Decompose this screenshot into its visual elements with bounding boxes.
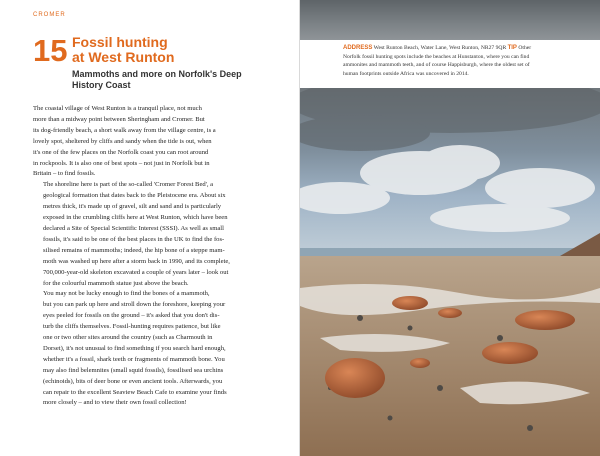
body-line: moth was washed up here after a storm back in 1990, and its complete, <box>43 257 230 265</box>
body-line: eyes peeled for fossils on the ground – it's asked that you don't dis- <box>43 312 220 320</box>
info-line: ammonites and mammoth teeth, and of course Happisburgh, where the oldest set of <box>343 62 530 69</box>
page-subtitle <box>72 69 292 91</box>
body-line: but you can park up here and stroll down the foreshore, keeping your <box>43 301 226 309</box>
body-line: turb the cliffs themselves. Fossil-hunting requires patience, but like <box>43 323 221 331</box>
body-line: may also find belemnites (small squid fossils), fossilised sea urchins <box>43 366 224 374</box>
address-label: ADDRESS <box>343 45 373 51</box>
body-line: The shoreline here is part of the so-called 'Cromer Forest Bed', a <box>43 181 214 189</box>
chapter-number: 15 <box>33 33 68 68</box>
right-page <box>300 0 600 456</box>
subtitle-line: Mammoths and more on Norfolk's Deep <box>72 69 242 79</box>
body-line: whether it's a fossil, shark teeth or fragments of mammoth bone. You <box>43 355 225 363</box>
body-line: for the colourful mammoth statue just above the beach. <box>43 279 189 287</box>
rock <box>482 342 538 364</box>
rock <box>392 296 428 310</box>
body-line: can repair to the excellent Seaview Beach Cafe to examine your finds <box>43 388 227 396</box>
rock <box>515 310 575 330</box>
beach-photo <box>300 88 600 456</box>
running-head: CROMER <box>33 12 66 18</box>
page-title <box>72 35 282 65</box>
body-line: one or two other sites around the country (such as Charmouth in <box>43 334 213 342</box>
body-line: geological formation that dates back to the Pleistocene era. About six <box>43 192 226 200</box>
body-paragraph <box>33 180 286 289</box>
photo-sky-strip <box>300 0 600 40</box>
body-line: metres thick, it's made up of gravel, silt and sand and is particularly <box>43 203 222 211</box>
body-line: 700,000-year-old skeleton excavated a couple of years later – look out <box>43 268 229 276</box>
body-line: You may not be lucky enough to find the bones of a mammoth, <box>43 290 210 298</box>
body-line: in rockpools. It is also one of best spots – not just in Norfolk but in <box>33 159 210 167</box>
rock <box>438 308 462 318</box>
subtitle-line: History Coast <box>72 80 131 90</box>
page-title-line: Fossil hunting <box>72 34 168 50</box>
body-line: more closely – and to view their own fossil collection! <box>43 399 187 407</box>
body-line: silised remains of mammoths; indeed, the hip bone of a steppe mam- <box>43 246 225 254</box>
rock <box>410 358 430 368</box>
sea <box>300 248 600 256</box>
body-line: (echinoids), bits of deer bone or even ancient tools. Afterwards, you <box>43 377 223 385</box>
body-line: declared a Site of Special Scientific Interest (SSSI). As well as small <box>43 224 224 232</box>
body-line: more than a midway point between Sheringham and Cromer. But <box>33 115 205 123</box>
address-text: West Runton Beach, Water Lane, West Runton, NR27 9QR <box>373 45 507 51</box>
body-line: exposed in the crumbling cliffs here at West Runton, which have been <box>43 214 228 222</box>
page-title-line: at West Runton <box>72 49 175 65</box>
body-line: Dorset), it's not unusual to find something if you search hard enough, <box>43 344 226 352</box>
info-line: human footprints outside Africa was uncovered in 2014. <box>343 70 469 77</box>
info-text <box>343 44 583 78</box>
body-paragraph <box>33 104 286 180</box>
rock <box>325 358 385 398</box>
body-line: The coastal village of West Runton is a tranquil place, not much <box>33 105 202 112</box>
body-text <box>33 104 286 409</box>
body-line: fossils, it's said to be one of the best places in the UK to find the fos- <box>43 235 225 243</box>
body-line: Britain – to find fossils. <box>33 170 96 178</box>
info-line <box>343 44 583 53</box>
body-paragraph <box>33 289 286 409</box>
body-line: it's one of the few places on the Norfolk coast you can root around <box>33 148 209 156</box>
body-line: its dog-friendly beach, a short walk away from the village centre, is a <box>33 126 216 134</box>
info-line: Norfolk fossil hunting spots include the beaches at Hunstanton, where you can find <box>343 53 530 60</box>
body-line: lovely spot, sheltered by cliffs and sandy when the tide is out, when <box>33 137 212 145</box>
tip-text: Other <box>518 45 532 51</box>
tip-label: TIP <box>507 45 517 51</box>
